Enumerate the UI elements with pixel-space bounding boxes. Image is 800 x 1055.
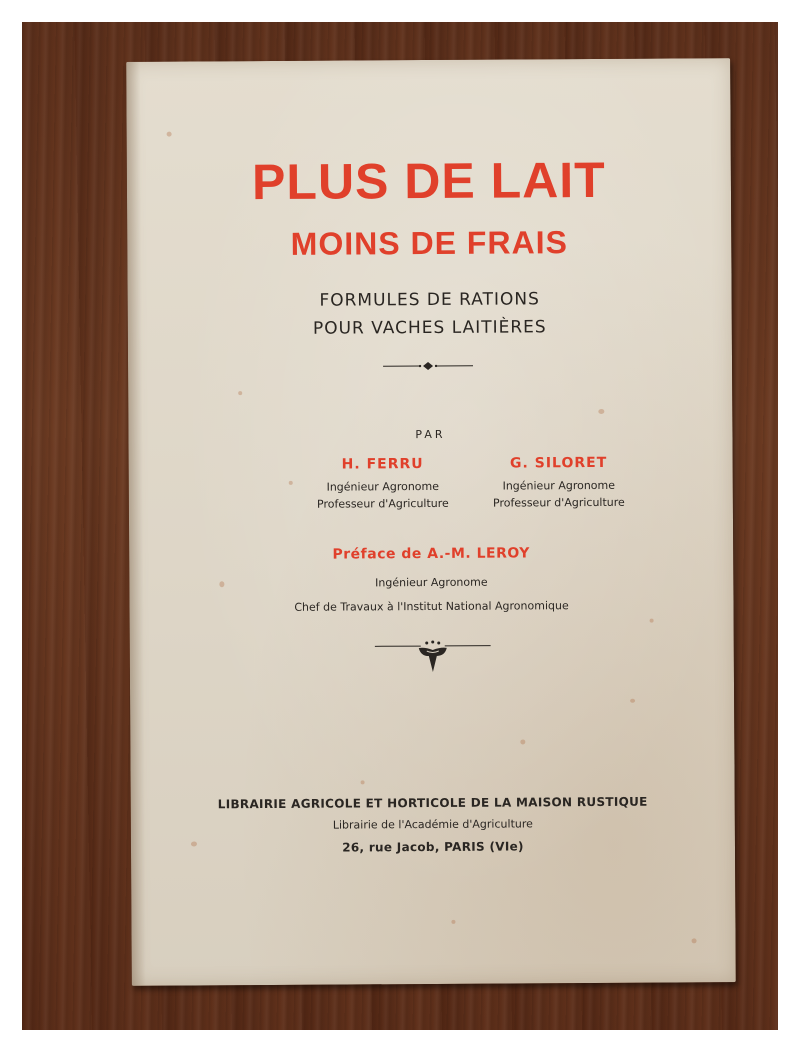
publisher-address: 26, rue Jacob, PARIS (VIe) xyxy=(342,839,524,855)
preface-role-2: Chef de Travaux à l'Institut National Agronomique xyxy=(294,599,569,614)
stain xyxy=(238,391,242,395)
author-role: Professeur d'Agriculture xyxy=(316,496,449,511)
title-line-2: MOINS DE FRAIS xyxy=(290,224,568,262)
stain xyxy=(650,619,654,623)
author-role: Professeur d'Agriculture xyxy=(492,495,625,510)
stain xyxy=(520,739,525,744)
publisher-subtitle: Librairie de l'Académie d'Agriculture xyxy=(332,817,533,832)
book-cover xyxy=(126,58,736,986)
stain xyxy=(598,409,604,414)
preface-credit: Préface de A.-M. LEROY xyxy=(332,545,530,563)
stain xyxy=(451,920,455,924)
title-line-1: PLUS DE LAIT xyxy=(251,151,606,211)
author-role: Ingénieur Agronome xyxy=(502,478,616,493)
subtitle-line-1: FORMULES DE RATIONS xyxy=(319,289,540,311)
rule-ornament-icon xyxy=(383,360,473,373)
by-label: PAR xyxy=(415,427,446,442)
author-role: Ingénieur Agronome xyxy=(326,479,440,494)
subtitle-line-2: POUR VACHES LAITIÈRES xyxy=(312,317,547,339)
stain xyxy=(692,938,697,943)
preface-role-1: Ingénieur Agronome xyxy=(375,575,488,590)
author-name: H. FERRU xyxy=(341,456,424,473)
fleuron-ornament-icon xyxy=(375,638,491,677)
author-siloret xyxy=(449,455,669,512)
publisher-name: LIBRAIRIE AGRICOLE ET HORTICOLE DE LA MAISON RUSTIQUE xyxy=(217,794,648,812)
stain xyxy=(630,699,635,703)
photo-background xyxy=(22,22,778,1030)
stain xyxy=(167,132,172,137)
author-name: G. SILORET xyxy=(509,454,608,472)
stain xyxy=(361,780,365,784)
